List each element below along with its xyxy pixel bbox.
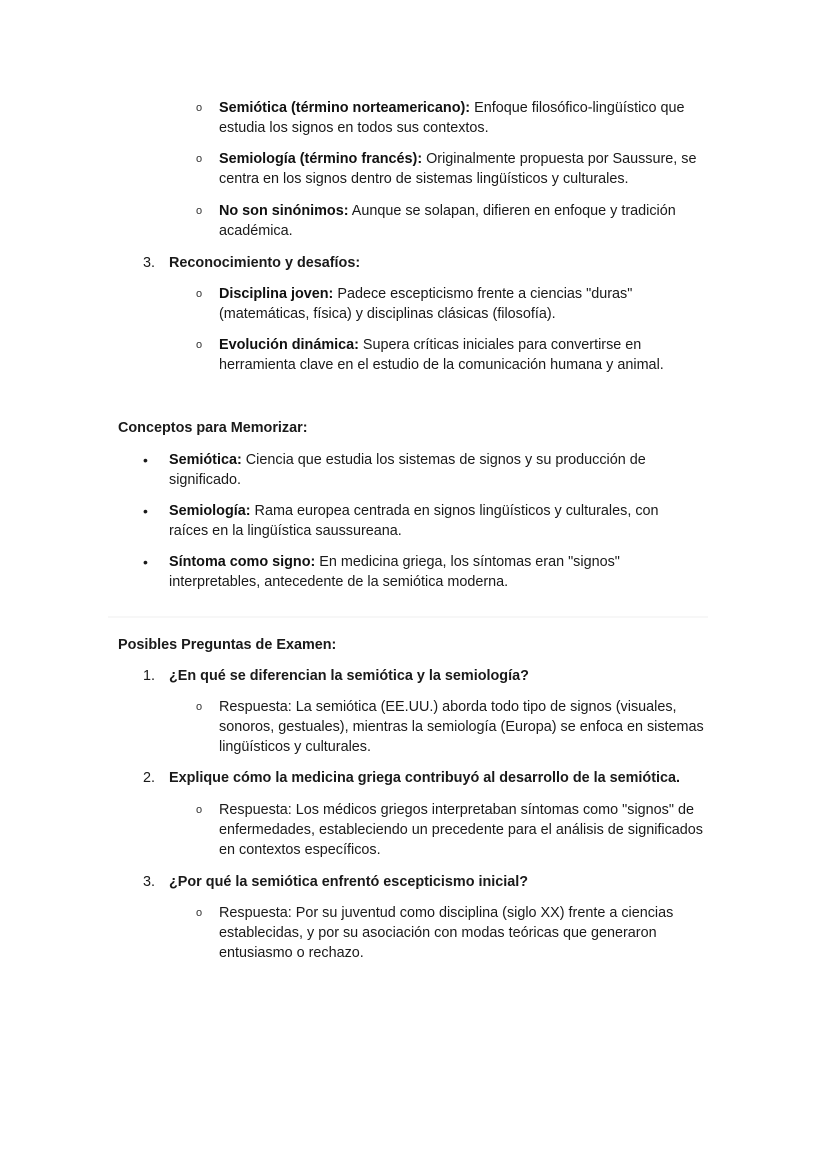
term-label: Disciplina joven: — [219, 286, 334, 302]
answer-text: Respuesta: Los médicos griegos interpretaban síntomas como "signos" de enfermedades, estableciendo un precedente para el análisis de significados en contextos específicos. — [219, 802, 704, 858]
disc-bullet-icon: • — [143, 503, 148, 519]
term-label: Semiología (término francés): — [219, 151, 423, 167]
term-label: Semiótica (término norteamericano): — [219, 100, 471, 116]
term-description: Enfoque filosófico-lingüístico que estudia los signos en todos sus contextos. — [219, 100, 685, 136]
term-description: Originalmente propuesta por Saussure, se centra en los signos dentro de sistemas lingüísticos y culturales. — [219, 151, 697, 187]
question-text: ¿Por qué la semiótica enfrentó escepticismo inicial? — [169, 874, 529, 890]
term-label: Evolución dinámica: — [219, 337, 359, 353]
answer-text: Respuesta: Por su juventud como disciplina (siglo XX) frente a ciencias establecidas, y por su asociación con modas teóricas que generaron entusiasmo o rechazo. — [219, 905, 674, 961]
circle-bullet-icon: o — [196, 288, 203, 300]
circle-bullet-icon: o — [196, 205, 203, 217]
term-description: Supera críticas iniciales para convertirse en herramienta clave en el estudio de la comunicación humana y animal. — [219, 337, 664, 373]
term-label: Semiótica: — [169, 452, 242, 468]
term-description: Ciencia que estudia los sistemas de signos y su producción de significado. — [169, 452, 646, 488]
circle-bullet-icon: o — [196, 804, 203, 816]
disc-bullet-icon: • — [143, 452, 148, 468]
section-heading-concepts: Conceptos para Memorizar: — [118, 420, 308, 436]
list-number: 2. — [143, 770, 156, 786]
circle-bullet-icon: o — [196, 701, 203, 713]
question-text: Explique cómo la medicina griega contribuyó al desarrollo de la semiótica. — [169, 770, 681, 786]
disc-bullet-icon: • — [143, 554, 148, 570]
circle-bullet-icon: o — [196, 102, 203, 114]
term-label: Semiología: — [169, 503, 251, 519]
circle-bullet-icon: o — [196, 907, 203, 919]
question-text: ¿En qué se diferencian la semiótica y la semiología? — [169, 668, 529, 684]
term-description: Aunque se solapan, difieren en enfoque y tradición académica. — [219, 203, 676, 239]
circle-bullet-icon: o — [196, 339, 203, 351]
list-number: 3. — [143, 255, 156, 271]
section-title: Reconocimiento y desafíos: — [169, 255, 361, 271]
term-label: Síntoma como signo: — [169, 554, 316, 570]
circle-bullet-icon: o — [196, 153, 203, 165]
term-description: Padece escepticismo frente a ciencias "duras" (matemáticas, física) y disciplinas clásicas (filosofía). — [219, 286, 633, 322]
answer-text: Respuesta: La semiótica (EE.UU.) aborda todo tipo de signos (visuales, sonoros, gestuales), mientras la semiología (Europa) se enfoca en sistemas lingüísticos y culturales. — [219, 699, 704, 755]
horizontal-divider — [108, 616, 708, 618]
list-number: 3. — [143, 874, 156, 890]
term-label: No son sinónimos: — [219, 203, 349, 219]
section-heading-exam: Posibles Preguntas de Examen: — [118, 637, 337, 653]
list-number: 1. — [143, 668, 156, 684]
term-description: Rama europea centrada en signos lingüísticos y culturales, con raíces en la lingüística saussureana. — [169, 503, 659, 539]
term-description: En medicina griega, los síntomas eran "signos" interpretables, antecedente de la semiótica moderna. — [169, 554, 620, 590]
